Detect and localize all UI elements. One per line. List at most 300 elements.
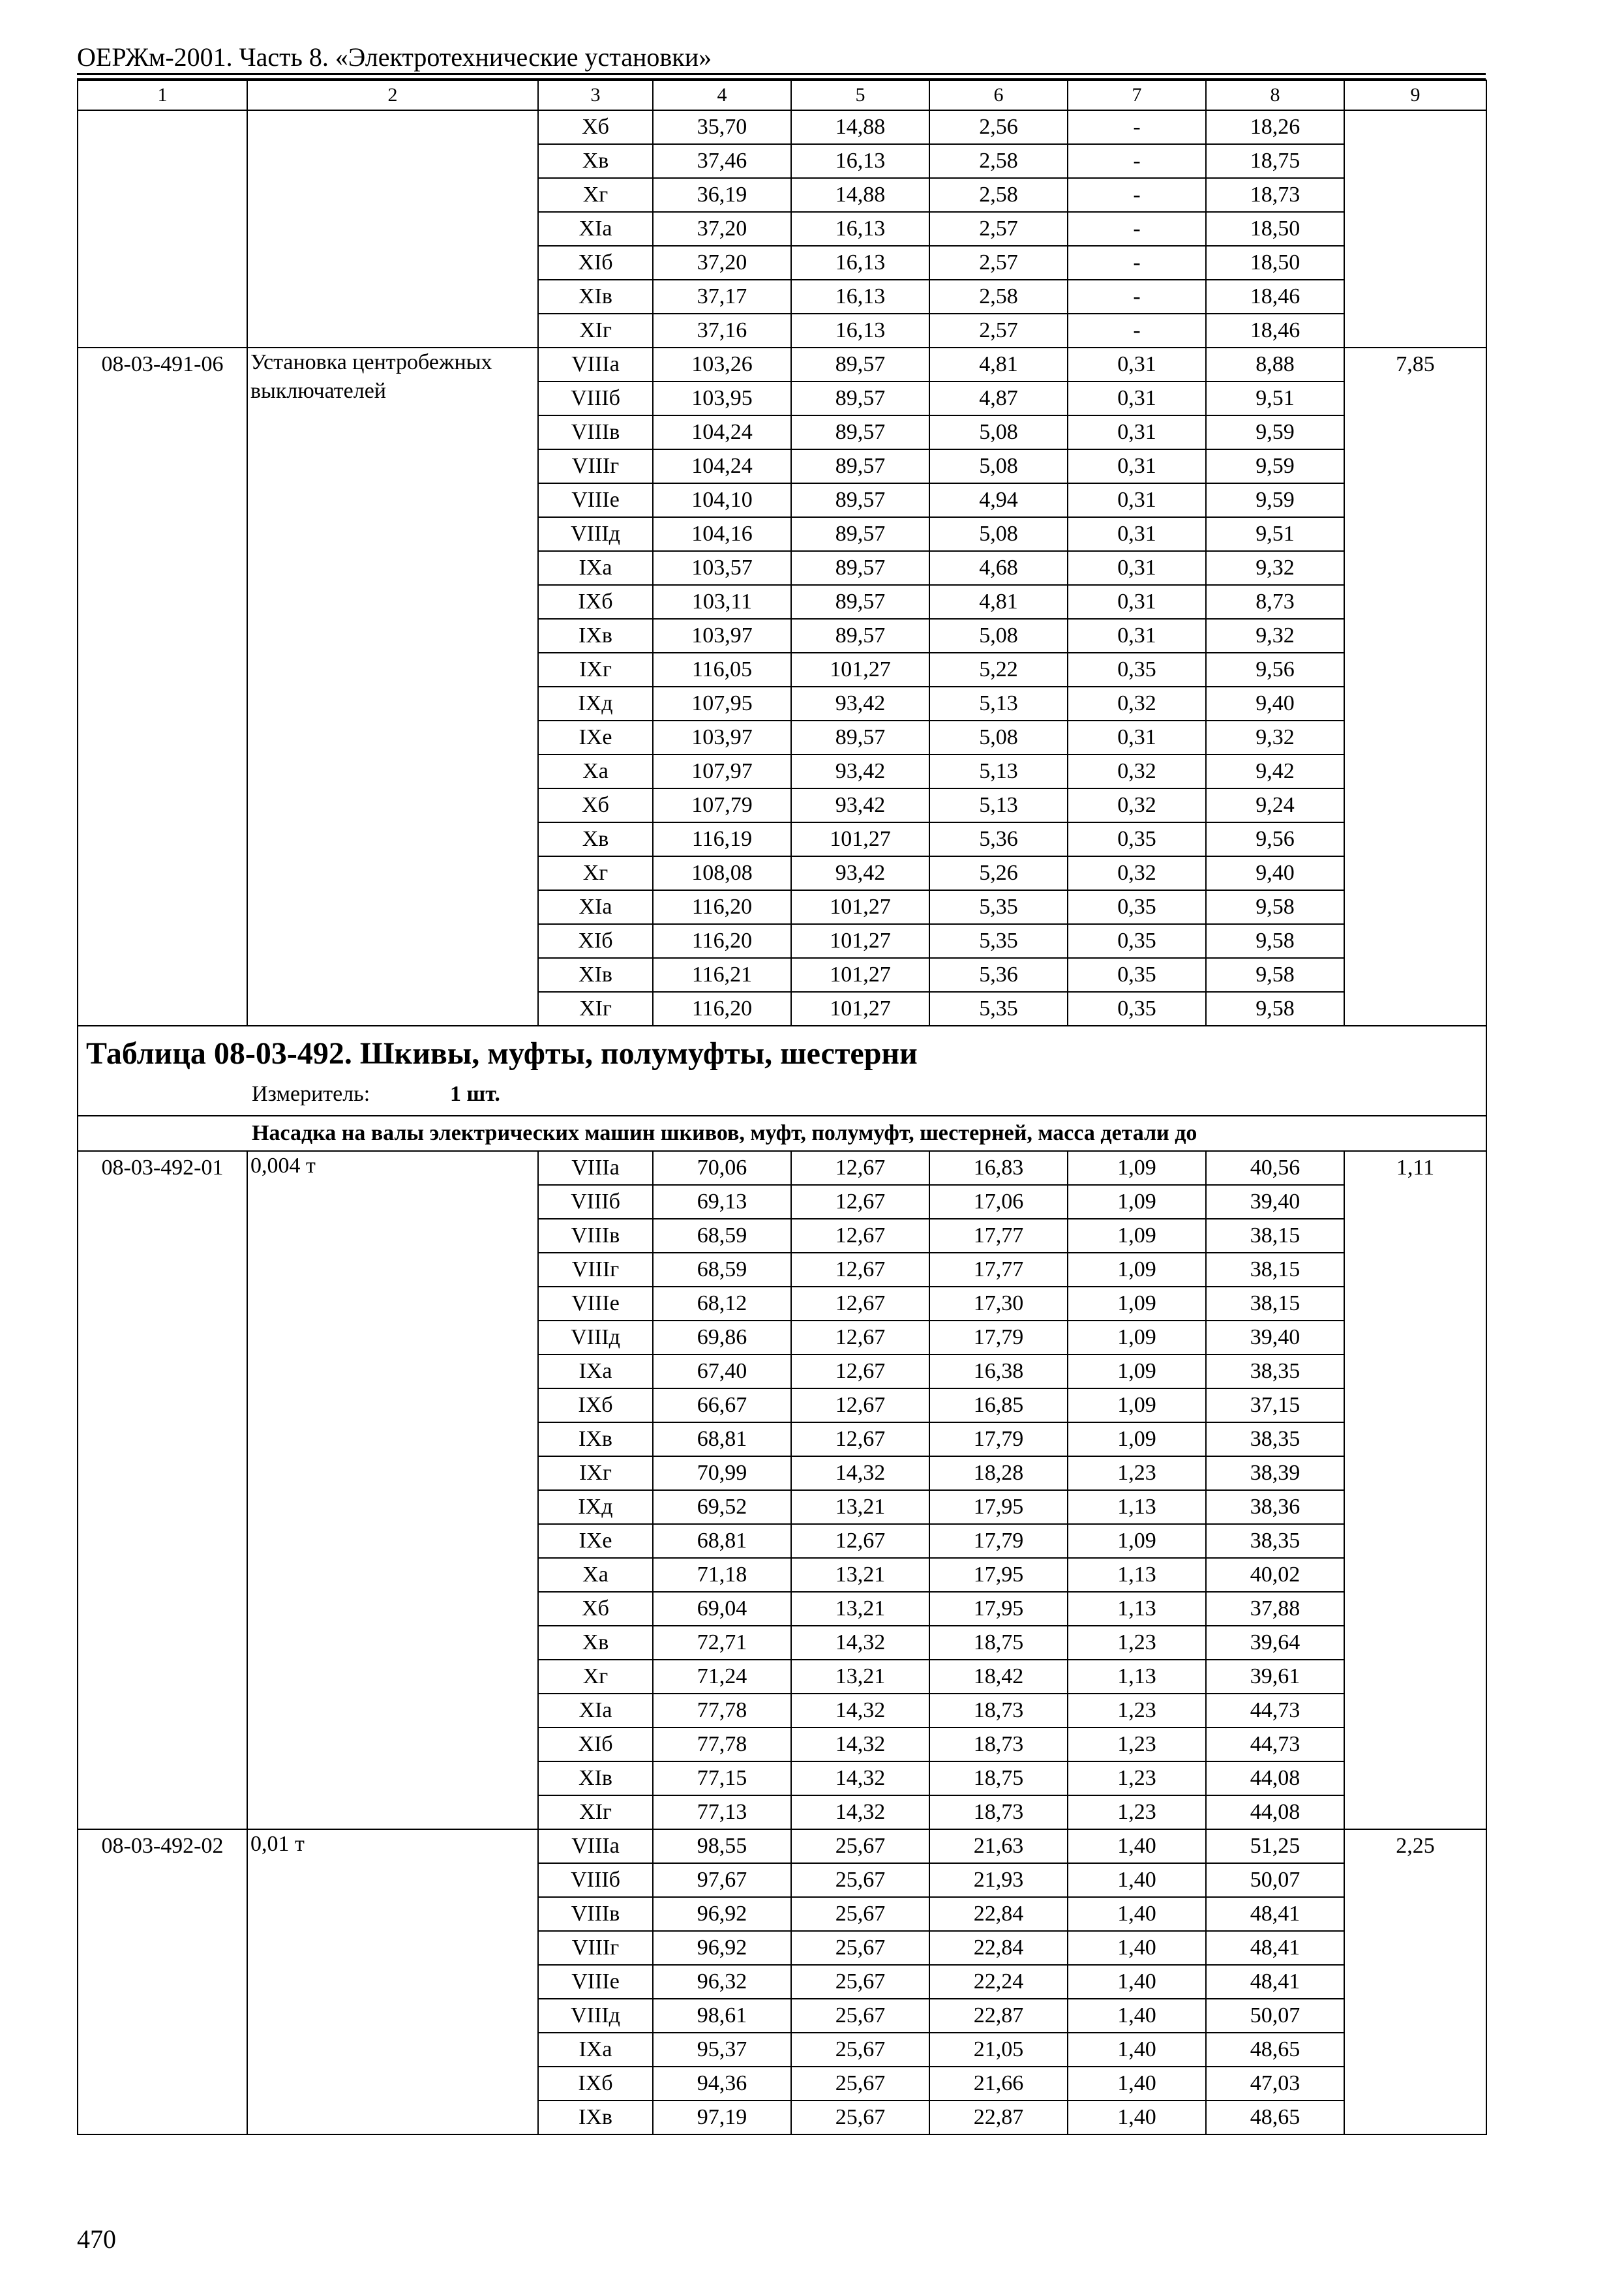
value-cell: 16,13 (791, 144, 929, 178)
value-cell: 96,92 (653, 1897, 791, 1931)
value-cell: 4,81 (929, 348, 1068, 382)
value-cell: 1,40 (1068, 2067, 1206, 2101)
value-cell: 4,94 (929, 483, 1068, 517)
value-cell: 107,79 (653, 788, 791, 822)
value-cell: 18,75 (929, 1626, 1068, 1660)
value-cell: 37,16 (653, 314, 791, 348)
zone-cell: XIб (538, 1728, 653, 1761)
value-cell: 39,61 (1206, 1660, 1344, 1694)
zone-cell: Xв (538, 144, 653, 178)
value-cell: 1,13 (1068, 1660, 1206, 1694)
value-cell: 98,55 (653, 1829, 791, 1863)
value-cell: 12,67 (791, 1219, 929, 1253)
value-cell: 21,66 (929, 2067, 1068, 2101)
zone-cell: Xг (538, 1660, 653, 1694)
value-cell: - (1068, 110, 1206, 144)
zone-cell: IXa (538, 2033, 653, 2067)
value-cell: 36,19 (653, 178, 791, 212)
value-cell: 0,35 (1068, 924, 1206, 958)
column-number: 9 (1344, 80, 1486, 110)
value-cell: 17,77 (929, 1219, 1068, 1253)
value-cell: - (1068, 280, 1206, 314)
value-cell: 1,23 (1068, 1456, 1206, 1490)
value-cell: 108,08 (653, 856, 791, 890)
value-cell: 13,21 (791, 1490, 929, 1524)
value-cell: 1,40 (1068, 1897, 1206, 1931)
value-cell: 0,35 (1068, 822, 1206, 856)
value-cell: 17,95 (929, 1490, 1068, 1524)
zone-cell: XIг (538, 1795, 653, 1829)
value-cell: 5,08 (929, 721, 1068, 755)
value-cell: 1,40 (1068, 2033, 1206, 2067)
value-cell: 16,85 (929, 1388, 1068, 1422)
value-cell: 5,13 (929, 788, 1068, 822)
zone-cell: IXa (538, 1354, 653, 1388)
value-cell: 101,27 (791, 890, 929, 924)
value-cell: - (1068, 314, 1206, 348)
table-row (78, 110, 1486, 144)
zone-cell: Xa (538, 1558, 653, 1592)
value-cell: 103,97 (653, 619, 791, 653)
value-cell: 38,15 (1206, 1253, 1344, 1287)
zone-cell: VIIIa (538, 1829, 653, 1863)
value-cell: 0,31 (1068, 721, 1206, 755)
zone-cell: VIIIд (538, 517, 653, 551)
value-cell: 5,36 (929, 958, 1068, 992)
value-cell: 70,06 (653, 1151, 791, 1185)
value-cell: 16,83 (929, 1151, 1068, 1185)
value-cell: 1,09 (1068, 1151, 1206, 1185)
value-cell: 14,32 (791, 1694, 929, 1728)
zone-cell: VIIIе (538, 1965, 653, 1999)
value-cell: 14,32 (791, 1456, 929, 1490)
value-cell: 12,67 (791, 1287, 929, 1321)
value-cell: 89,57 (791, 382, 929, 415)
value-cell: 101,27 (791, 924, 929, 958)
value-cell: 116,05 (653, 653, 791, 687)
column-number: 5 (791, 80, 929, 110)
value-cell: 94,36 (653, 2067, 791, 2101)
value-cell: 18,50 (1206, 246, 1344, 280)
value-cell: - (1068, 178, 1206, 212)
value-cell: 101,27 (791, 822, 929, 856)
value-cell: 0,32 (1068, 687, 1206, 721)
section-title-row (78, 1116, 1486, 1151)
value-cell: 13,21 (791, 1558, 929, 1592)
value-cell: 37,20 (653, 246, 791, 280)
value-cell: 2,57 (929, 212, 1068, 246)
value-cell: 9,24 (1206, 788, 1344, 822)
value-cell: 89,57 (791, 517, 929, 551)
value-cell: 16,13 (791, 212, 929, 246)
value-cell: 93,42 (791, 755, 929, 788)
value-cell: 71,18 (653, 1558, 791, 1592)
value-cell: - (1068, 212, 1206, 246)
value-cell: 9,59 (1206, 483, 1344, 517)
table-title-row (78, 1026, 1486, 1116)
value-cell: 39,40 (1206, 1321, 1344, 1354)
value-cell: 107,95 (653, 687, 791, 721)
value-cell: 101,27 (791, 992, 929, 1026)
value-cell: 16,13 (791, 280, 929, 314)
table-2-header (78, 1026, 1486, 1151)
value-cell: 107,97 (653, 755, 791, 788)
value-cell: 77,13 (653, 1795, 791, 1829)
zone-cell: IXб (538, 585, 653, 619)
value-cell: 50,07 (1206, 1999, 1344, 2033)
table-title: Таблица 08-03-492. Шкивы, муфты, полумуфты, шестерни (86, 1036, 918, 1071)
value-cell: 25,67 (791, 1965, 929, 1999)
value-cell: 12,67 (791, 1422, 929, 1456)
value-cell: 38,15 (1206, 1219, 1344, 1253)
value-cell: 17,30 (929, 1287, 1068, 1321)
value-cell: 1,23 (1068, 1694, 1206, 1728)
value-cell: 48,65 (1206, 2101, 1344, 2134)
value-cell: 1,09 (1068, 1321, 1206, 1354)
value-cell: 9,58 (1206, 890, 1344, 924)
zone-cell: IXд (538, 687, 653, 721)
zone-cell: VIIIг (538, 449, 653, 483)
zone-cell: Xa (538, 755, 653, 788)
column-number: 4 (653, 80, 791, 110)
value-cell: 18,46 (1206, 280, 1344, 314)
value-cell: 12,67 (791, 1321, 929, 1354)
value-cell: 95,37 (653, 2033, 791, 2067)
value-cell: 1,09 (1068, 1185, 1206, 1219)
value-cell: 0,32 (1068, 755, 1206, 788)
value-cell: 69,52 (653, 1490, 791, 1524)
value-cell: 18,28 (929, 1456, 1068, 1490)
value-cell: 4,81 (929, 585, 1068, 619)
value-cell: 89,57 (791, 449, 929, 483)
value-cell: 9,58 (1206, 958, 1344, 992)
rate-name: 0,01 т (247, 1829, 538, 2134)
value-cell: 0,31 (1068, 517, 1206, 551)
value-cell: 9,51 (1206, 382, 1344, 415)
rate-code: 08-03-492-01 (78, 1151, 247, 1829)
value-cell: 5,22 (929, 653, 1068, 687)
value-cell: 22,87 (929, 1999, 1068, 2033)
value-cell: 14,32 (791, 1795, 929, 1829)
value-cell: 4,87 (929, 382, 1068, 415)
value-cell: - (1068, 144, 1206, 178)
value-cell: 5,08 (929, 619, 1068, 653)
value-cell: 104,24 (653, 415, 791, 449)
value-cell: 68,12 (653, 1287, 791, 1321)
rates-table (77, 80, 1487, 2135)
value-cell: 21,93 (929, 1863, 1068, 1897)
value-cell: 1,23 (1068, 1761, 1206, 1795)
value-cell: 1,09 (1068, 1253, 1206, 1287)
value-cell: 14,88 (791, 110, 929, 144)
value-cell: 18,75 (929, 1761, 1068, 1795)
value-cell: 101,27 (791, 958, 929, 992)
value-cell: 4,68 (929, 551, 1068, 585)
value-cell: 97,67 (653, 1863, 791, 1897)
value-cell: 93,42 (791, 687, 929, 721)
value-cell: - (1068, 246, 1206, 280)
value-cell: 103,26 (653, 348, 791, 382)
value-cell: 21,63 (929, 1829, 1068, 1863)
value-cell: 25,67 (791, 1897, 929, 1931)
value-cell: 17,06 (929, 1185, 1068, 1219)
value-cell: 9,51 (1206, 517, 1344, 551)
rate-code: 08-03-492-02 (78, 1829, 247, 2134)
column-number: 2 (247, 80, 538, 110)
value-cell: 25,67 (791, 2033, 929, 2067)
zone-cell: Xг (538, 856, 653, 890)
value-cell: 2,58 (929, 178, 1068, 212)
value-cell: 38,35 (1206, 1524, 1344, 1558)
value-cell: 13,21 (791, 1592, 929, 1626)
value-cell: 0,31 (1068, 382, 1206, 415)
value-cell: 51,25 (1206, 1829, 1344, 1863)
value-cell: 1,40 (1068, 2101, 1206, 2134)
table-row (78, 1151, 1486, 1185)
value-cell: 89,57 (791, 348, 929, 382)
value-cell: 18,73 (929, 1694, 1068, 1728)
zone-cell: VIIIб (538, 1863, 653, 1897)
value-cell: 0,31 (1068, 619, 1206, 653)
zone-cell: Xв (538, 822, 653, 856)
value-cell: 1,40 (1068, 1863, 1206, 1897)
value-cell: 1,23 (1068, 1728, 1206, 1761)
value-cell: 2,57 (929, 246, 1068, 280)
value-cell: 89,57 (791, 619, 929, 653)
rate-name: 0,004 т (247, 1151, 538, 1829)
zone-cell: XIв (538, 1761, 653, 1795)
zone-cell: Xб (538, 1592, 653, 1626)
value-cell: 8,88 (1206, 348, 1344, 382)
value-cell: 47,03 (1206, 2067, 1344, 2101)
zone-cell: VIIIa (538, 348, 653, 382)
zone-cell: XIб (538, 924, 653, 958)
value-cell: 98,61 (653, 1999, 791, 2033)
value-cell: 89,57 (791, 415, 929, 449)
value-cell: 25,67 (791, 1931, 929, 1965)
value-cell: 37,15 (1206, 1388, 1344, 1422)
zone-cell: VIIIе (538, 483, 653, 517)
value-cell: 1,09 (1068, 1354, 1206, 1388)
value-cell: 5,13 (929, 755, 1068, 788)
value-cell: 0,31 (1068, 551, 1206, 585)
value-cell: 14,32 (791, 1626, 929, 1660)
zone-cell: IXв (538, 1422, 653, 1456)
value-cell: 68,59 (653, 1253, 791, 1287)
value-cell: 38,15 (1206, 1287, 1344, 1321)
value-cell: 68,81 (653, 1422, 791, 1456)
value-cell: 48,41 (1206, 1897, 1344, 1931)
value-cell: 9,56 (1206, 653, 1344, 687)
value-cell: 1,40 (1068, 1965, 1206, 1999)
value-cell: 9,40 (1206, 687, 1344, 721)
value-cell: 39,64 (1206, 1626, 1344, 1660)
zone-cell: IXв (538, 619, 653, 653)
page-number: 470 (77, 2224, 116, 2254)
value-cell: 77,15 (653, 1761, 791, 1795)
value-cell: 89,57 (791, 721, 929, 755)
value-cell: 48,41 (1206, 1965, 1344, 1999)
value-cell: 12,67 (791, 1185, 929, 1219)
zone-cell: VIIIд (538, 1321, 653, 1354)
value-cell: 44,73 (1206, 1694, 1344, 1728)
value-cell: 17,79 (929, 1321, 1068, 1354)
zone-cell: IXг (538, 653, 653, 687)
value-cell: 12,67 (791, 1388, 929, 1422)
value-cell: 18,46 (1206, 314, 1344, 348)
value-cell: 116,19 (653, 822, 791, 856)
value-cell: 104,16 (653, 517, 791, 551)
value-cell: 101,27 (791, 653, 929, 687)
value-cell: 25,67 (791, 2101, 929, 2134)
col9-value: 7,85 (1344, 348, 1486, 1026)
value-cell: 1,09 (1068, 1287, 1206, 1321)
value-cell: 2,56 (929, 110, 1068, 144)
value-cell: 38,35 (1206, 1354, 1344, 1388)
value-cell: 18,42 (929, 1660, 1068, 1694)
value-cell: 104,24 (653, 449, 791, 483)
value-cell: 18,75 (1206, 144, 1344, 178)
column-number-row (78, 80, 1486, 110)
zone-cell: VIIIб (538, 1185, 653, 1219)
value-cell: 22,84 (929, 1931, 1068, 1965)
value-cell: 70,99 (653, 1456, 791, 1490)
value-cell: 5,08 (929, 449, 1068, 483)
value-cell: 18,50 (1206, 212, 1344, 246)
table-2-body (78, 1151, 1486, 2134)
zone-cell: IXе (538, 721, 653, 755)
value-cell: 12,67 (791, 1354, 929, 1388)
value-cell: 18,73 (1206, 178, 1344, 212)
value-cell: 0,31 (1068, 483, 1206, 517)
zone-cell: IXa (538, 551, 653, 585)
value-cell: 5,26 (929, 856, 1068, 890)
value-cell: 0,31 (1068, 415, 1206, 449)
value-cell: 16,13 (791, 314, 929, 348)
zone-cell: XIв (538, 280, 653, 314)
value-cell: 96,92 (653, 1931, 791, 1965)
zone-cell: XIб (538, 246, 653, 280)
value-cell: 9,58 (1206, 992, 1344, 1026)
value-cell: 37,88 (1206, 1592, 1344, 1626)
value-cell: 37,17 (653, 280, 791, 314)
value-cell: 9,32 (1206, 721, 1344, 755)
value-cell: 0,35 (1068, 653, 1206, 687)
value-cell: 0,32 (1068, 788, 1206, 822)
zone-cell: IXе (538, 1524, 653, 1558)
zone-cell: XIг (538, 314, 653, 348)
value-cell: 44,08 (1206, 1761, 1344, 1795)
value-cell: 69,86 (653, 1321, 791, 1354)
zone-cell: Xг (538, 178, 653, 212)
value-cell: 93,42 (791, 856, 929, 890)
zone-cell: IXв (538, 2101, 653, 2134)
value-cell: 5,35 (929, 890, 1068, 924)
value-cell: 40,56 (1206, 1151, 1344, 1185)
value-cell: 93,42 (791, 788, 929, 822)
value-cell: 50,07 (1206, 1863, 1344, 1897)
value-cell: 5,08 (929, 517, 1068, 551)
zone-cell: VIIIе (538, 1287, 653, 1321)
value-cell: 116,21 (653, 958, 791, 992)
value-cell: 0,31 (1068, 449, 1206, 483)
rate-name (247, 110, 538, 348)
zone-cell: IXб (538, 2067, 653, 2101)
table-body-continued (78, 80, 1486, 1026)
value-cell: 40,02 (1206, 1558, 1344, 1592)
value-cell: 14,32 (791, 1728, 929, 1761)
value-cell: 2,58 (929, 280, 1068, 314)
value-cell: 38,39 (1206, 1456, 1344, 1490)
value-cell: 89,57 (791, 551, 929, 585)
value-cell: 22,24 (929, 1965, 1068, 1999)
value-cell: 25,67 (791, 1829, 929, 1863)
header-rule-thick (77, 73, 1486, 75)
measure-label: Измеритель: (252, 1082, 370, 1106)
value-cell: 35,70 (653, 110, 791, 144)
zone-cell: XIa (538, 212, 653, 246)
zone-cell: VIIIв (538, 415, 653, 449)
value-cell: 116,20 (653, 890, 791, 924)
value-cell: 1,09 (1068, 1219, 1206, 1253)
value-cell: 12,67 (791, 1253, 929, 1287)
value-cell: 116,20 (653, 992, 791, 1026)
zone-cell: IXд (538, 1490, 653, 1524)
value-cell: 66,67 (653, 1388, 791, 1422)
value-cell: 1,23 (1068, 1626, 1206, 1660)
value-cell: 8,73 (1206, 585, 1344, 619)
value-cell: 2,57 (929, 314, 1068, 348)
value-cell: 17,95 (929, 1558, 1068, 1592)
value-cell: 0,31 (1068, 585, 1206, 619)
value-cell: 77,78 (653, 1694, 791, 1728)
value-cell: 9,59 (1206, 415, 1344, 449)
value-cell: 1,40 (1068, 1829, 1206, 1863)
value-cell: 48,41 (1206, 1931, 1344, 1965)
column-number: 7 (1068, 80, 1206, 110)
table-row (78, 348, 1486, 382)
value-cell: 5,13 (929, 687, 1068, 721)
value-cell: 17,95 (929, 1592, 1068, 1626)
value-cell: 68,81 (653, 1524, 791, 1558)
value-cell: 9,42 (1206, 755, 1344, 788)
column-number: 8 (1206, 80, 1344, 110)
value-cell: 18,26 (1206, 110, 1344, 144)
zone-cell: VIIIa (538, 1151, 653, 1185)
value-cell: 71,24 (653, 1660, 791, 1694)
value-cell: 21,05 (929, 2033, 1068, 2067)
table-title-cell (78, 1026, 1486, 1116)
rate-name: Установка центробежных выключателей (247, 348, 538, 1026)
value-cell: 116,20 (653, 924, 791, 958)
value-cell: 14,32 (791, 1761, 929, 1795)
zone-cell: Xв (538, 1626, 653, 1660)
value-cell: 25,67 (791, 2067, 929, 2101)
value-cell: 68,59 (653, 1219, 791, 1253)
value-cell: 2,58 (929, 144, 1068, 178)
zone-cell: IXб (538, 1388, 653, 1422)
value-cell: 9,58 (1206, 924, 1344, 958)
value-cell: 16,38 (929, 1354, 1068, 1388)
rate-code: 08-03-491-06 (78, 348, 247, 1026)
value-cell: 1,40 (1068, 1931, 1206, 1965)
value-cell: 1,23 (1068, 1795, 1206, 1829)
value-cell: 0,35 (1068, 992, 1206, 1026)
value-cell: 97,19 (653, 2101, 791, 2134)
value-cell: 103,97 (653, 721, 791, 755)
value-cell: 1,13 (1068, 1592, 1206, 1626)
value-cell: 17,79 (929, 1524, 1068, 1558)
